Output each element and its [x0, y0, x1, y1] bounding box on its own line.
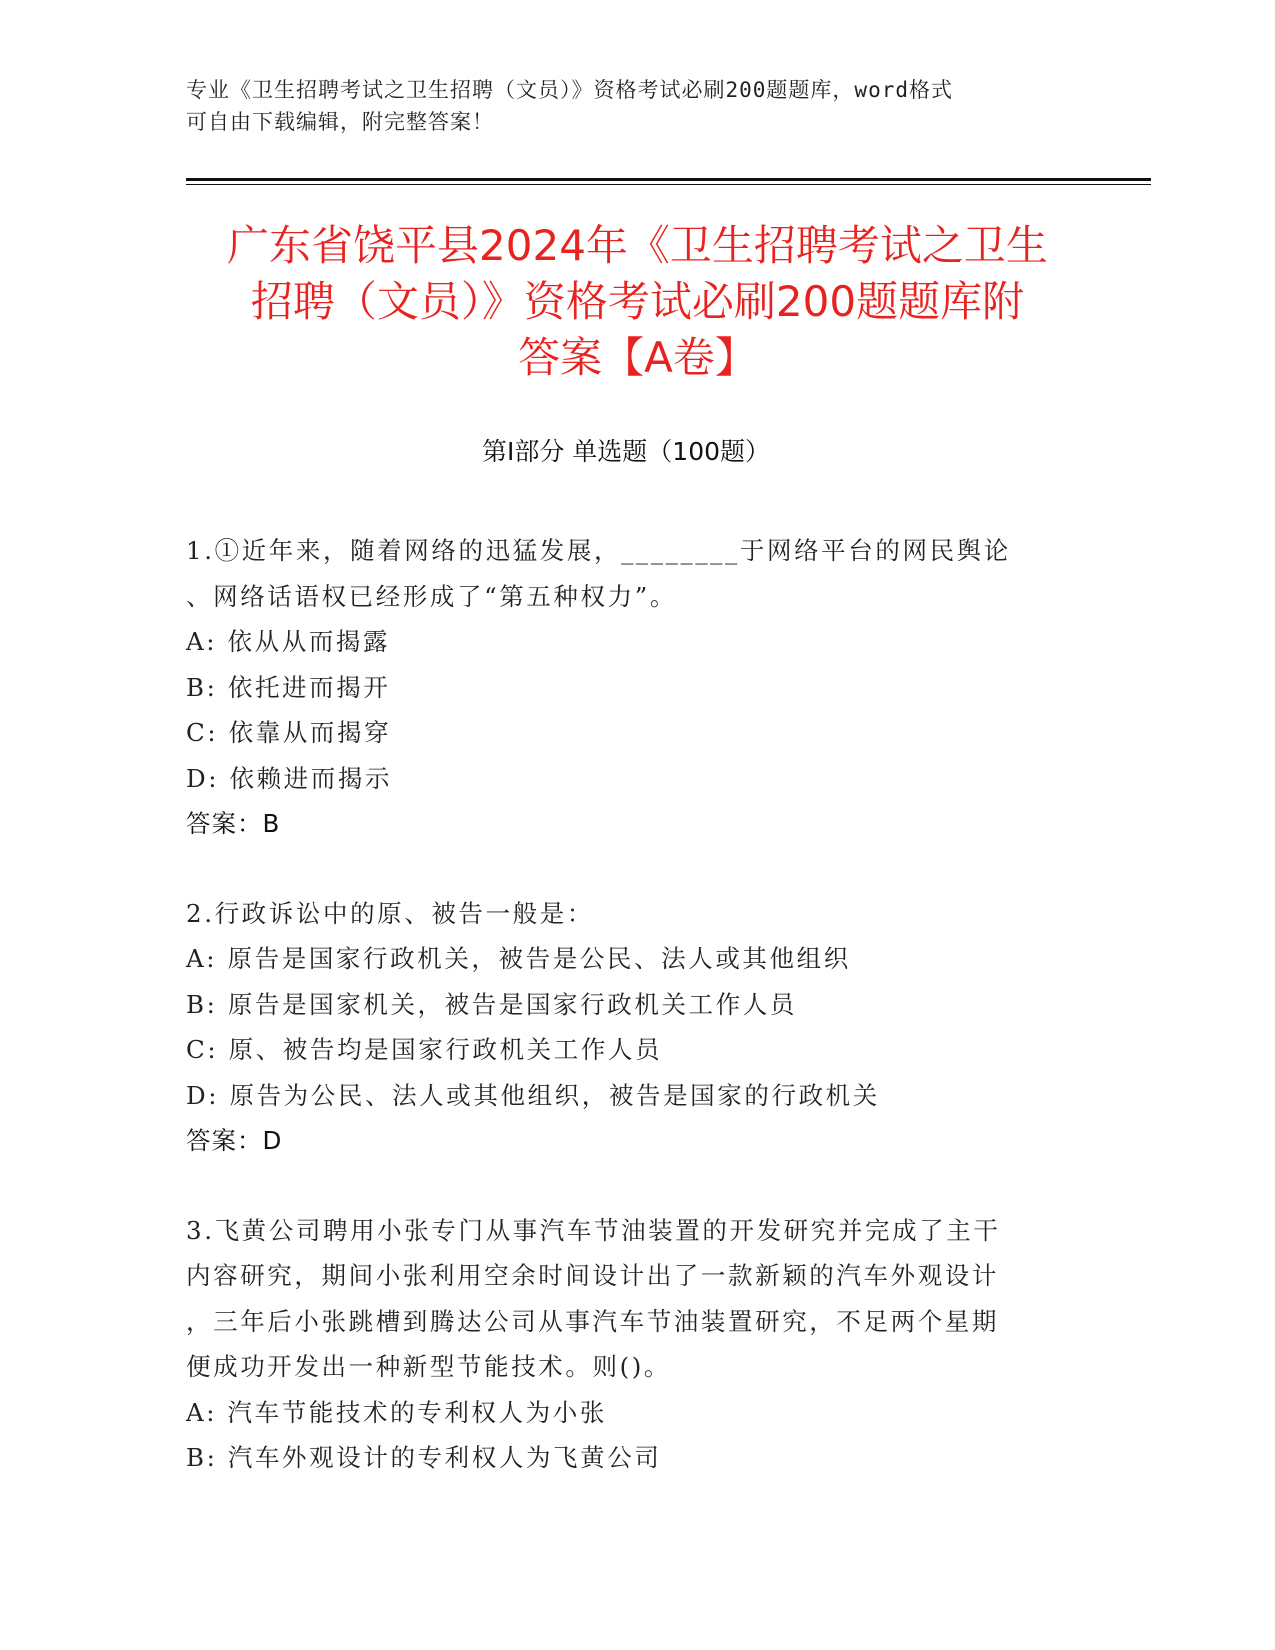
header-note [186, 74, 1066, 138]
option-c: C: 原、被告均是国家行政机关工作人员 [186, 1035, 663, 1064]
header-note-line: 专业《卫生招聘考试之卫生招聘（文员）》资格考试必刷200题题库，word格式 [186, 78, 953, 102]
title-line: 答案【A卷】 [518, 333, 757, 382]
answer: 答案：B [186, 809, 281, 838]
document-title [170, 218, 1105, 386]
title-line: 招聘（文员）》资格考试必刷200题题库附 [250, 277, 1025, 326]
section-heading: 第Ⅰ部分 单选题（100题） [481, 437, 771, 466]
question-1 [186, 528, 1066, 847]
question-stem: 1.①近年来，随着网络的迅猛发展，________于网络平台的网民舆论 [186, 536, 1011, 565]
question-stem: 2.行政诉讼中的原、被告一般是： [186, 898, 594, 928]
option-a: A: 汽车节能技术的专利权人为小张 [186, 1397, 607, 1427]
option-b: B: 依托进而揭开 [186, 672, 391, 702]
question-list [186, 528, 1066, 1525]
header-note-line: 可自由下载编辑，附完整答案！ [186, 110, 494, 134]
option-d: D: 依赖进而揭示 [186, 763, 393, 793]
question-stem: 3.飞黄公司聘用小张专门从事汽车节油装置的开发研究并完成了主干 [186, 1215, 1001, 1245]
question-3 [186, 1208, 1066, 1481]
question-stem: 、网络话语权已经形成了“第五种权力”。 [186, 581, 677, 611]
title-line: 广东省饶平县2024年《卫生招聘考试之卫生 [227, 221, 1048, 270]
question-stem: ，三年后小张跳槽到腾达公司从事汽车节油装置研究，不足两个星期 [186, 1306, 999, 1336]
option-d: D: 原告为公民、法人或其他组织，被告是国家的行政机关 [186, 1080, 880, 1110]
question-stem: 便成功开发出一种新型节能技术。则()。 [186, 1352, 672, 1381]
option-c: C: 依靠从而揭穿 [186, 718, 392, 747]
header-divider-thick [186, 178, 1151, 181]
option-a: A: 依从从而揭露 [186, 627, 391, 656]
question-stem: 内容研究，期间小张利用空余时间设计出了一款新颖的汽车外观设计 [186, 1261, 999, 1290]
header-divider-thin [186, 184, 1151, 185]
question-2 [186, 891, 1066, 1164]
answer: 答案：D [186, 1126, 283, 1155]
option-b: B: 原告是国家机关，被告是国家行政机关工作人员 [186, 989, 797, 1019]
option-a: A: 原告是国家行政机关，被告是公民、法人或其他组织 [186, 944, 851, 973]
option-b: B: 汽车外观设计的专利权人为飞黄公司 [186, 1443, 662, 1472]
